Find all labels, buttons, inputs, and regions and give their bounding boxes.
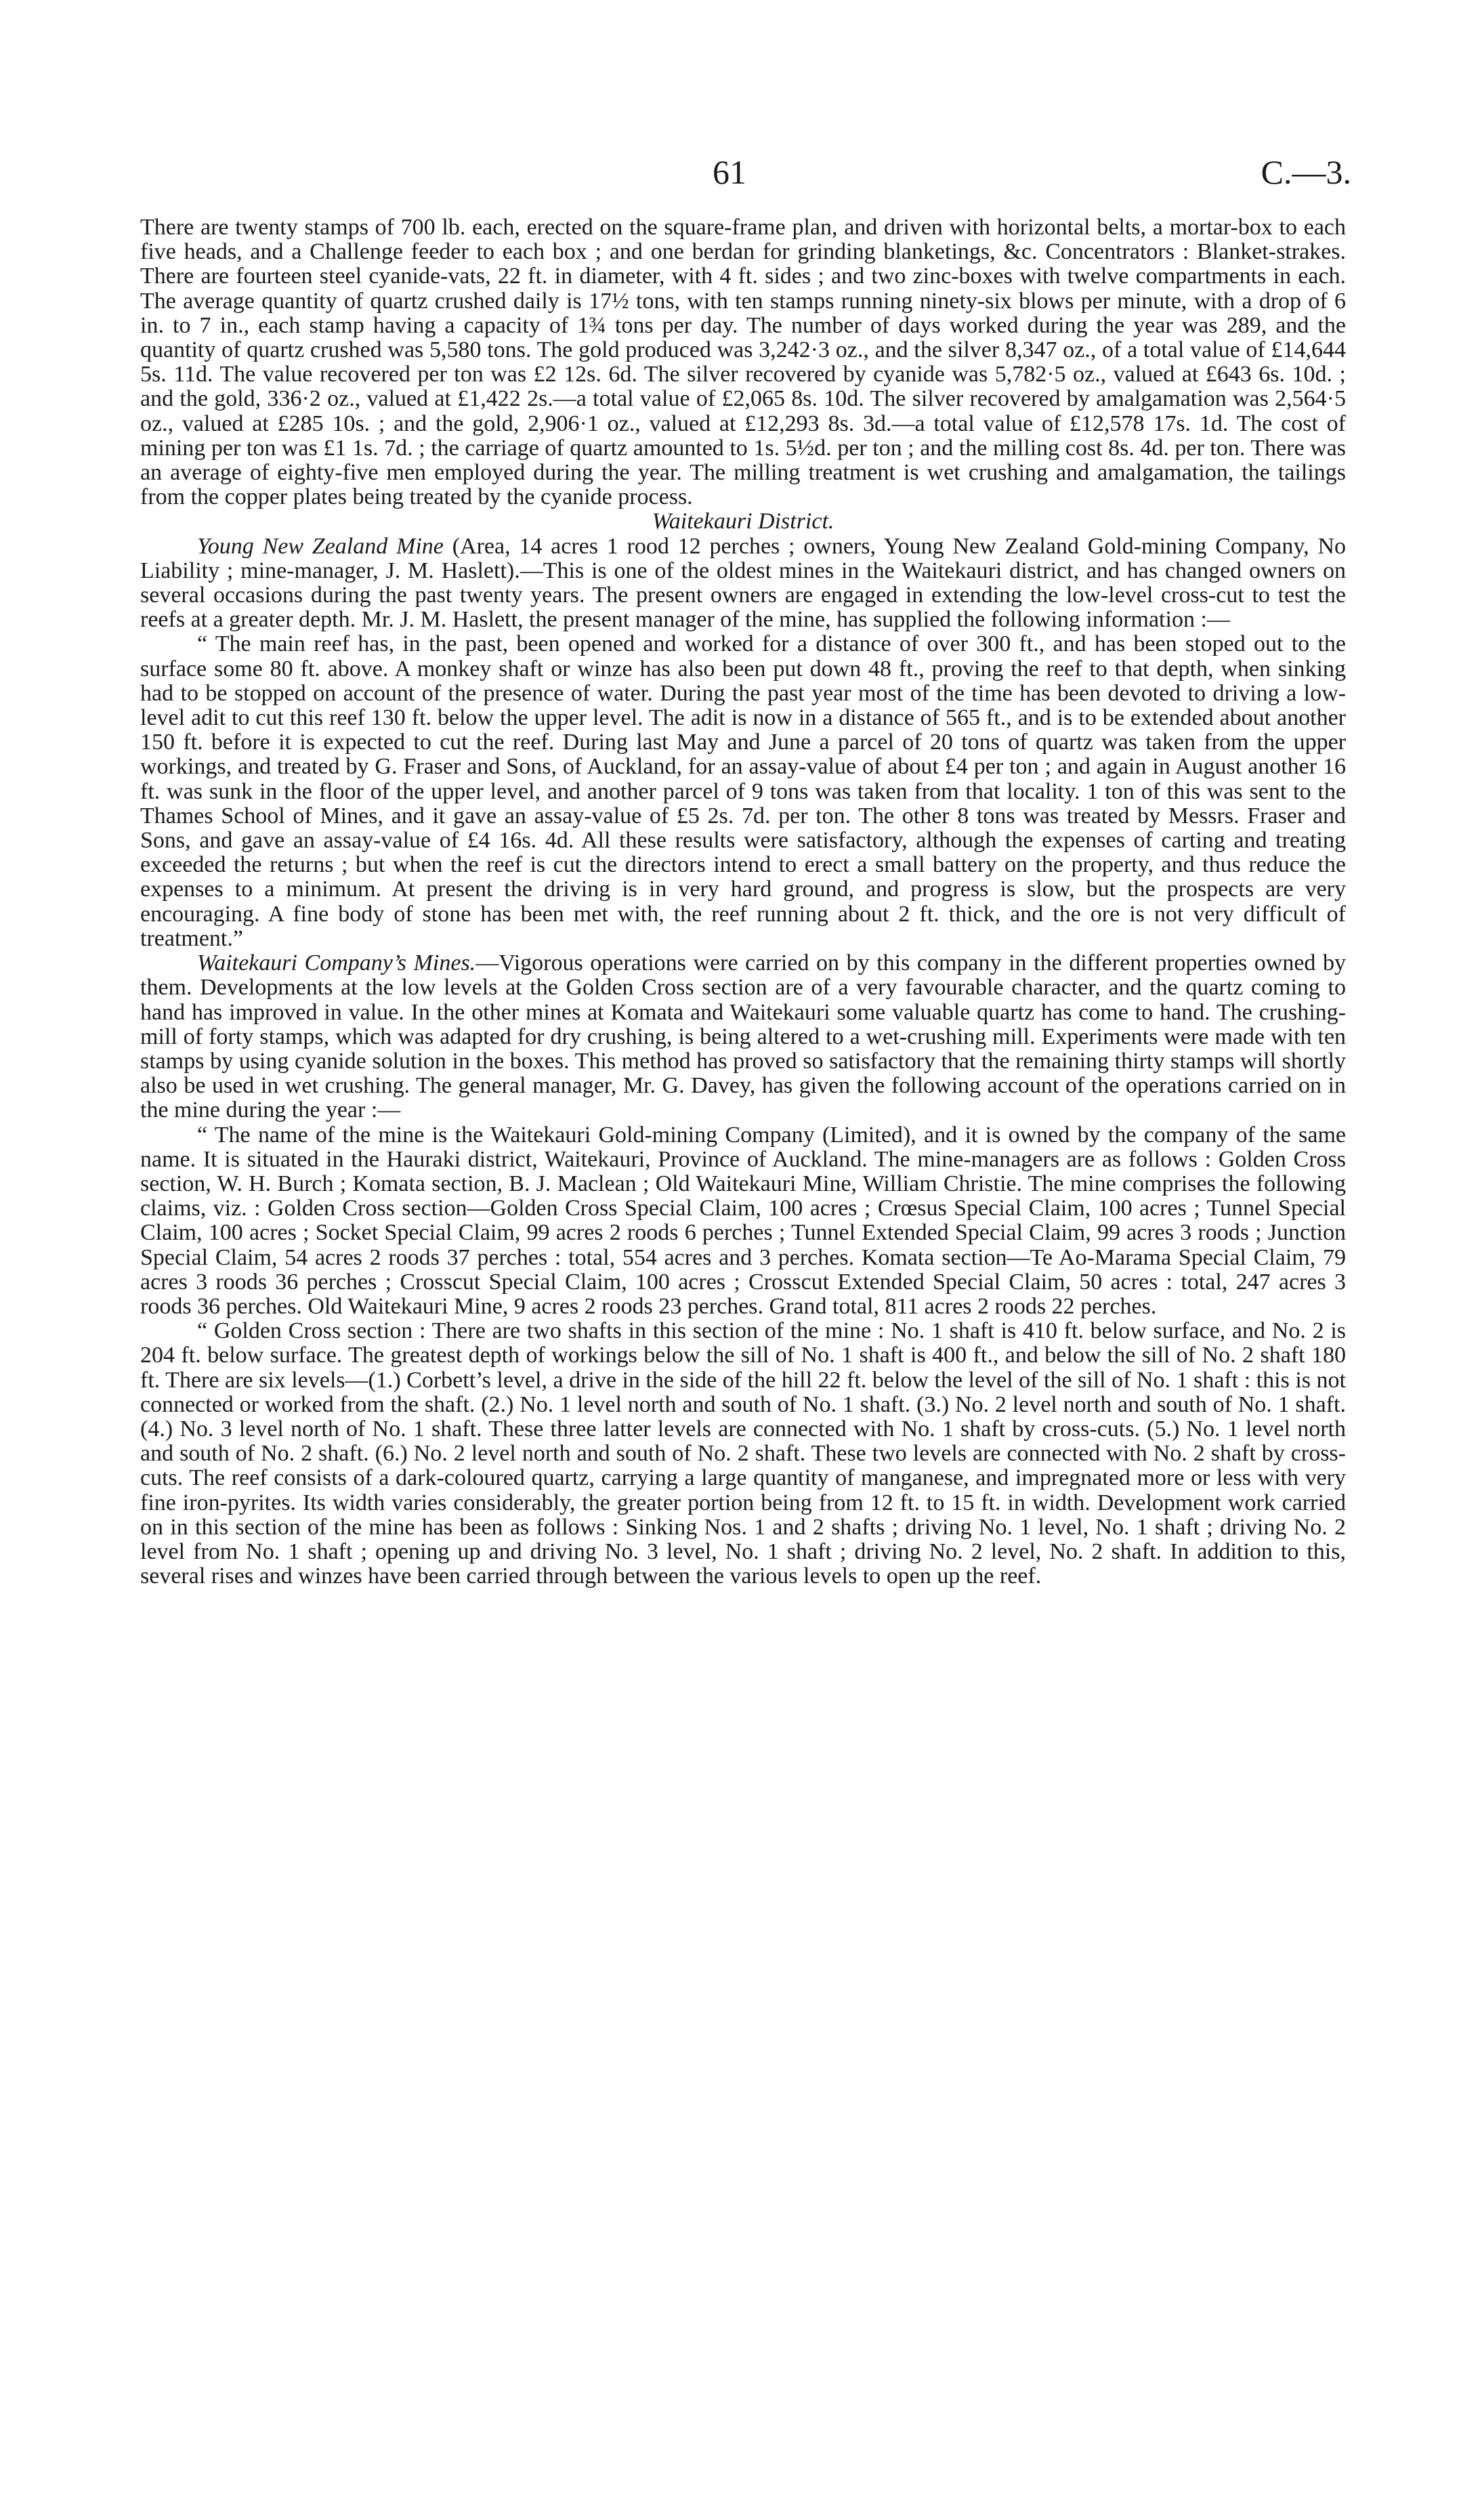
young-new-zealand-mine-text: (Area, 14 acres 1 rood 12 perches ; owners, Young New Zealand Gold-mining Company, No Liability ; mine-manager, J. M. Haslett).—This is one of the oldest mines in the Waitekauri district, and has changed owners on several occasions during the past twenty years. The present owners are engaged in extending the low-level cross-cut to test the reefs at a greater depth. Mr. J. M. Haslett, the present manager of the mine, has supplied the following information :—	[140, 533, 1346, 633]
section-heading-waitekauri-district: Waitekauri District.	[652, 509, 834, 534]
stamps-paragraph: There are twenty stamps of 700 lb. each, erected on the square-frame plan, and driven with horizontal belts, a mortar-box to each five heads, and a Challenge feeder to each box ; and one berdan for grinding blanketings, &c. Concentrators : Blanket-strakes. There are fourteen steel cyanide-vats, 22 ft. in diameter, with 4 ft. sides ; and two zinc-boxes with twelve compartments in each. The average quantity of quartz crushed daily is 17½ tons, with ten stamps running ninety-six blows per minute, with a drop of 6 in. to 7 in., each stamp having a capacity of 1¾ tons per day. The number of days worked during the year was 289, and the quantity of quartz crushed was 5,580 tons. The gold produced was 3,242·3 oz., and the silver 8,347 oz., of a total value of £14,644 5s. 11d. The value recovered per ton was £2 12s. 6d. The silver recovered by cyanide was 5,782·5 oz., valued at £643 6s. 10d. ; and the gold, 336·2 oz., valued at £1,422 2s.—a total value of £2,065 8s. 10d. The silver recovered by amalgamation was 2,564·5 oz., valued at £285 10s. ; and the gold, 2,906·1 oz., valued at £12,293 8s. 3d.—a total value of £12,578 17s. 1d. The cost of mining per ton was £1 1s. 7d. ; the carriage of quartz amounted to 1s. 5½d. per ton ; and the milling cost 8s. 4d. per ton. There was an average of eighty-five men employed during the year. The milling treatment is wet crushing and amalgamation, the tailings from the copper plates being treated by the cyanide process.	[140, 215, 1346, 510]
document-reference: C.—3.	[1261, 153, 1351, 191]
waitekauri-company-title: Waitekauri Company’s Mines.	[197, 950, 476, 976]
main-reef-quote-paragraph: “ The main reef has, in the past, been opened and worked for a distance of over 300 ft., and has been stoped out to the surface some 80 ft. above. A monkey shaft or winze has also been put down 48 ft., proving the reef to that depth, when sinking had to be stopped on account of the presence of water. During the past year most of the time has been devoted to driving a low-level adit to cut this reef 130 ft. below the upper level. The adit is now in a distance of 565 ft., and is to be extended about another 150 ft. before it is expected to cut the reef. During last May and June a parcel of 20 tons of quartz was taken from the upper workings, and treated by G. Fraser and Sons, of Auckland, for an assay-value of about £4 per ton ; and again in August another 16 ft. was sunk in the floor of the upper level, and another parcel of 9 tons was taken from that locality. 1 ton of this was sent to the Thames School of Mines, and it gave an assay-value of £5 2s. 7d. per ton. The other 8 tons was treated by Messrs. Fraser and Sons, and gave an assay-value of £4 16s. 4d. All these results were satisfactory, although the expenses of carting and treating exceeded the returns ; but when the reef is cut the directors intend to erect a small battery on the property, and thus reduce the expenses to a minimum. At present the driving is in very hard ground, and progress is slow, but the prospects are very encouraging. A fine body of stone has been met with, the reef running about 2 ft. thick, and the ore is not very difficult of treatment.”	[140, 631, 1346, 951]
page-header	[0, 152, 1480, 200]
document-body	[140, 215, 1346, 1589]
young-new-zealand-mine-paragraph	[140, 534, 1346, 633]
page-number: 61	[713, 153, 746, 191]
young-new-zealand-mine-title: Young New Zealand Mine	[197, 533, 444, 559]
waitekauri-company-text: —Vigorous operations were carried on by this company in the different properties owned by them. Developments at the low levels at the Golden Cross section are of a very favourable character, and the quartz coming to hand has improved in value. In the other mines at Komata and Waitekauri some valuable quartz has come to hand. The crushing-mill of forty stamps, which was adapted for dry crushing, is being altered to a wet-crushing mill. Experiments were made with ten stamps by using cyanide solution in the boxes. This method has proved so satisfactory that the remaining thirty stamps will shortly also be used in wet crushing. The general manager, Mr. G. Davey, has given the following account of the operations carried on in the mine during the year :—	[140, 950, 1346, 1123]
waitekauri-company-paragraph	[140, 951, 1346, 1122]
golden-cross-section-paragraph: “ Golden Cross section : There are two shafts in this section of the mine : No. 1 shaft is 410 ft. below surface, and No. 2 is 204 ft. below surface. The greatest depth of workings below the sill of No. 1 shaft is 400 ft., and below the sill of No. 2 shaft 180 ft. There are six levels—(1.) Corbett’s level, a drive in the side of the hill 22 ft. below the level of the sill of No. 1 shaft : this is not connected or worked from the shaft. (2.) No. 1 level north and south of No. 1 shaft. (3.) No. 2 level north and south of No. 1 shaft. (4.) No. 3 level north of No. 1 shaft. These three latter levels are connected with No. 1 shaft by cross-cuts. (5.) No. 1 level north and south of No. 2 shaft. (6.) No. 2 level north and south of No. 2 shaft. These two levels are connected with No. 2 shaft by cross-cuts. The reef consists of a dark-coloured quartz, carrying a large quantity of manganese, and impregnated more or less with very fine iron-pyrites. Its width varies considerably, the greater portion being from 12 ft. to 15 ft. in width. Development work carried on in this section of the mine has been as follows : Sinking Nos. 1 and 2 shafts ; driving No. 1 level, No. 1 shaft ; driving No. 2 level from No. 1 shaft ; opening up and driving No. 3 level, No. 1 shaft ; driving No. 2 level, No. 2 shaft. In addition to this, several rises and winzes have been carried through between the various levels to open up the reef.	[140, 1318, 1346, 1589]
mine-claims-quote-paragraph: “ The name of the mine is the Waitekauri Gold-mining Company (Limited), and it is owned by the company of the same name. It is situated in the Hauraki district, Waitekauri, Province of Auckland. The mine-managers are as follows : Golden Cross section, W. H. Burch ; Komata section, B. J. Maclean ; Old Waitekauri Mine, William Christie. The mine comprises the following claims, viz. : Golden Cross section—Golden Cross Special Claim, 100 acres ; Crœsus Special Claim, 100 acres ; Tunnel Special Claim, 100 acres ; Socket Special Claim, 99 acres 2 roods 6 perches ; Tunnel Extended Special Claim, 99 acres 3 roods ; Junction Special Claim, 54 acres 2 roods 37 perches : total, 554 acres and 3 perches. Komata section—Te Ao-Marama Special Claim, 79 acres 3 roods 36 perches ; Crosscut Special Claim, 100 acres ; Crosscut Extended Special Claim, 50 acres : total, 247 acres 3 roods 36 perches. Old Waitekauri Mine, 9 acres 2 roods 23 perches. Grand total, 811 acres 2 roods 22 perches.	[140, 1122, 1346, 1319]
